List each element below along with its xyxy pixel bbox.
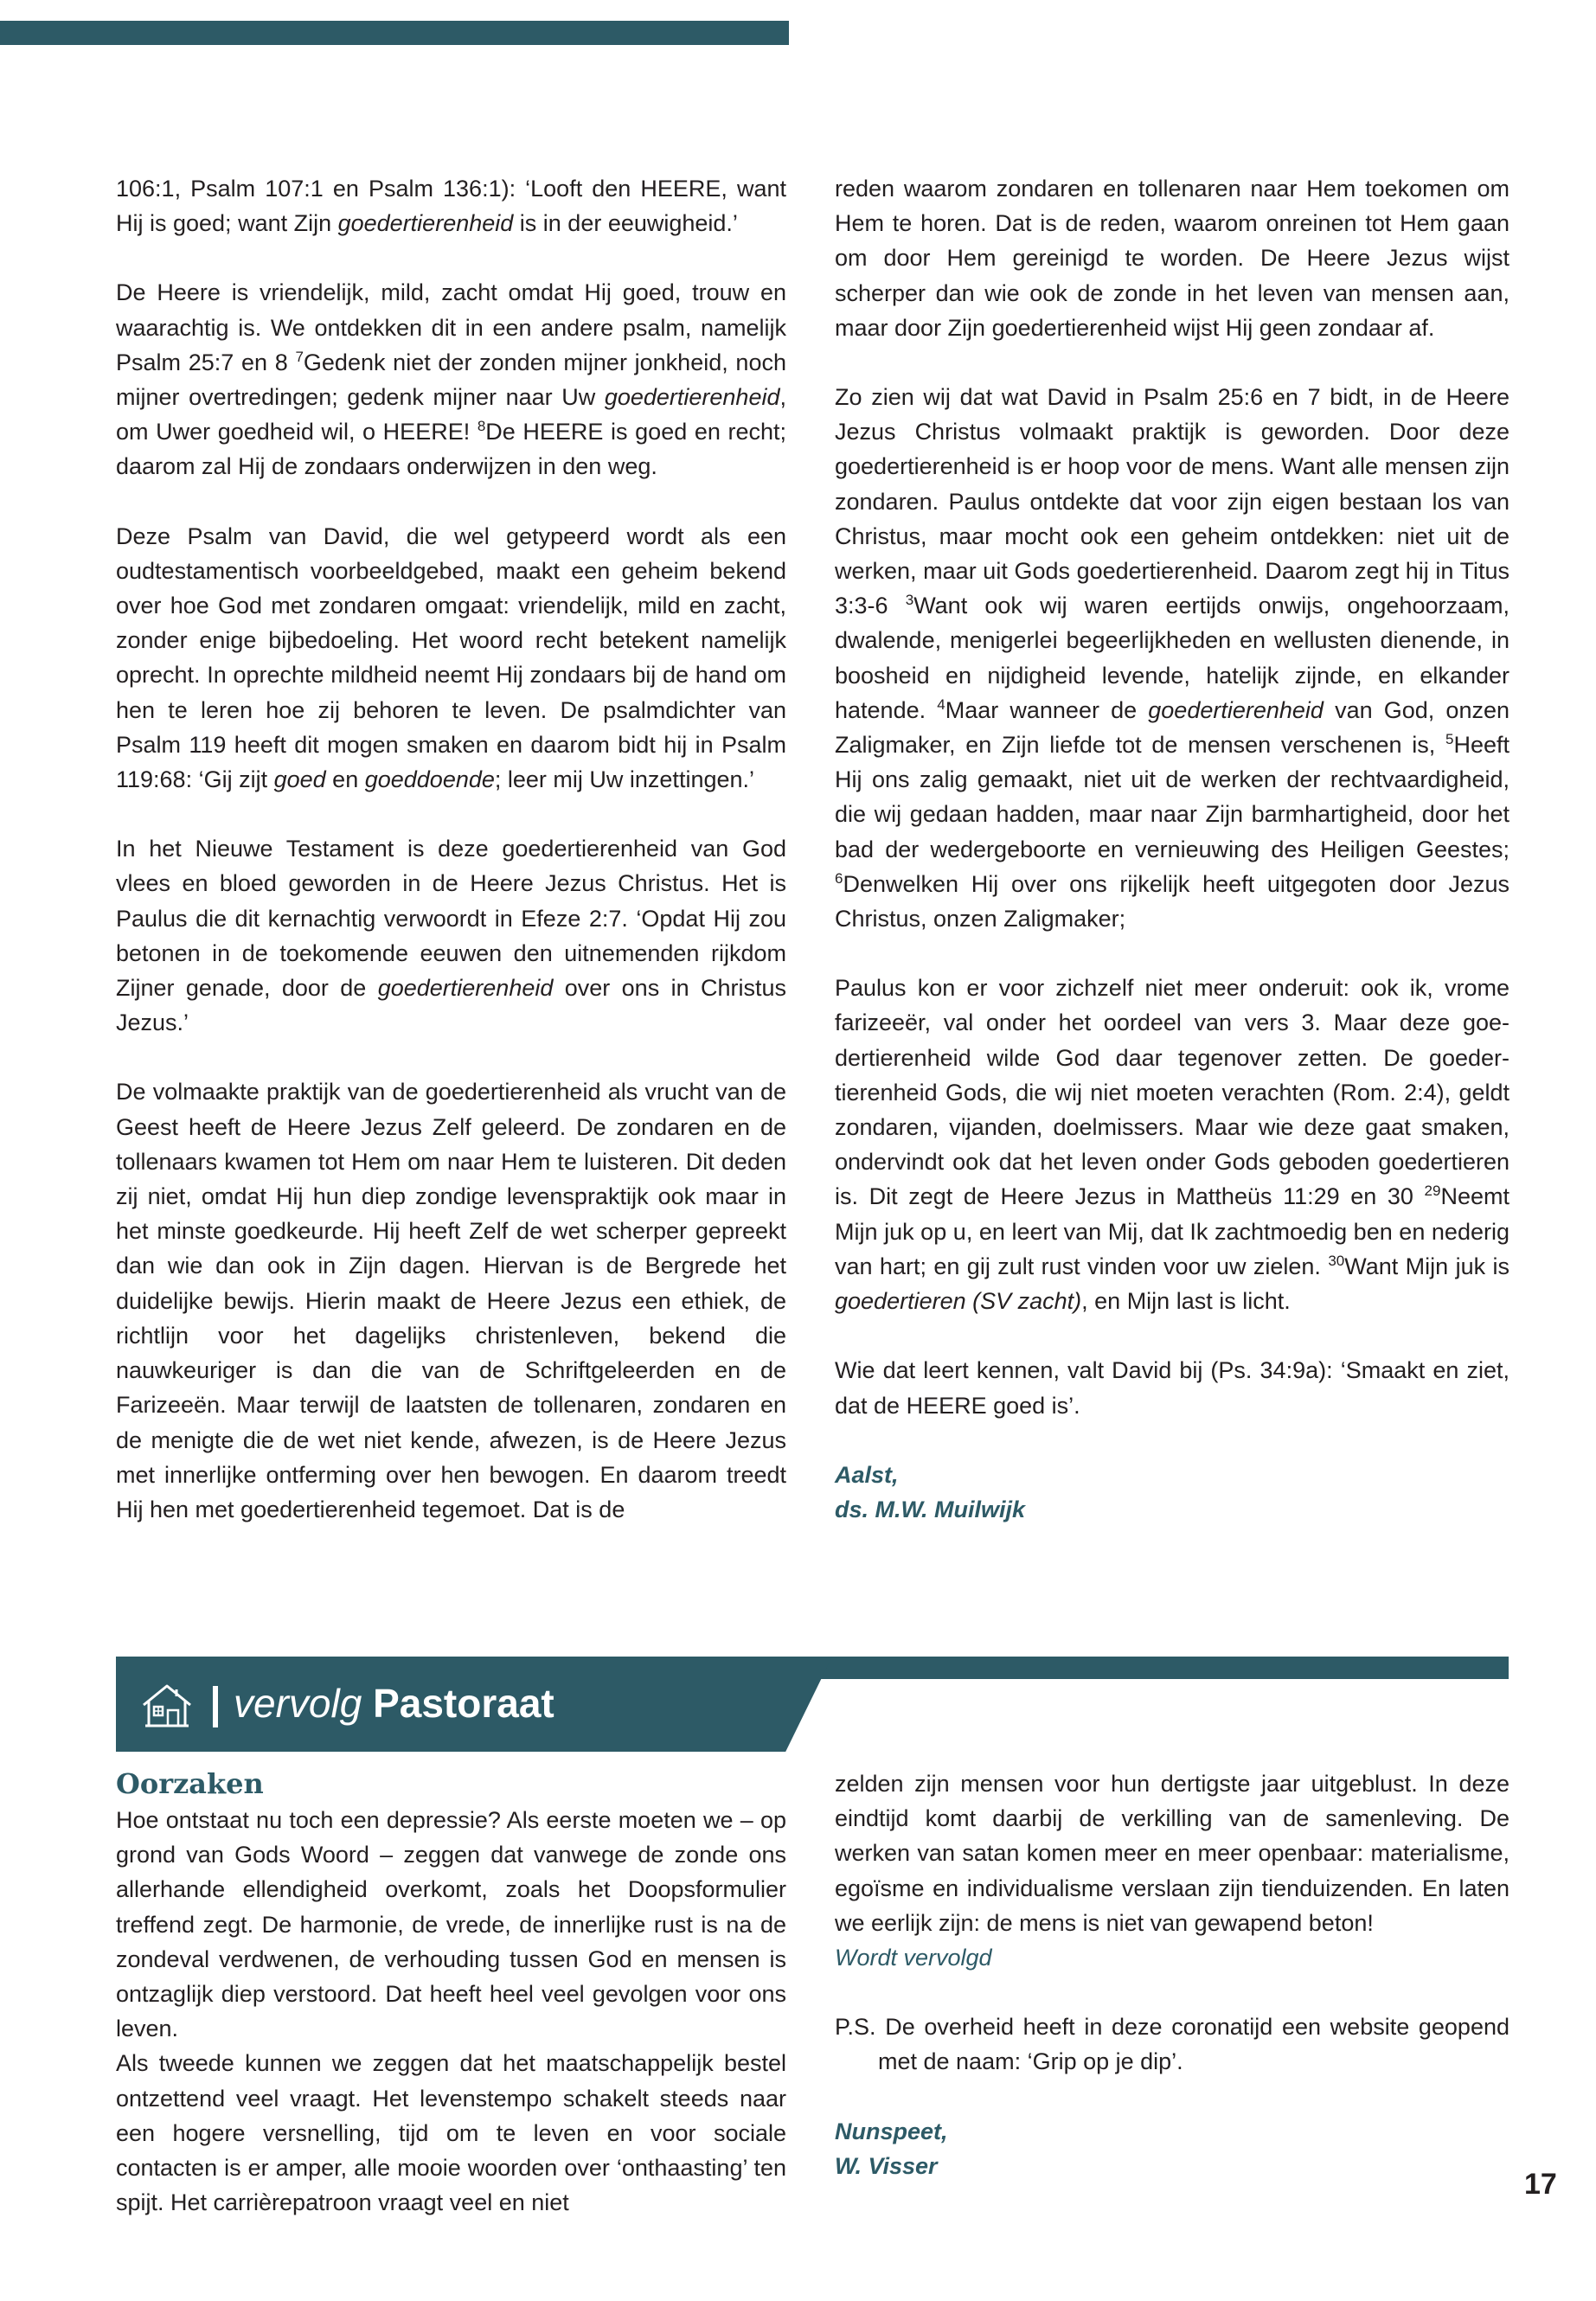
section-banner bbox=[116, 1657, 1509, 1752]
text-run: In het Nieuwe Testament is deze goedertierenheid van God vlees en bloed geworden in de Heere Jezus Christus. Het is Paulus die dit kernachtig verwoordt in Efeze 2:7. ‘Opdat Hij zou betonen in de toekomende eeuwen den uitnemenden rijkdom Zijner genade, door de bbox=[116, 836, 786, 1002]
paragraph bbox=[116, 519, 786, 798]
paragraph bbox=[116, 171, 786, 240]
italic-run: goedertierenheid bbox=[337, 210, 514, 237]
italic-run: goed bbox=[273, 766, 326, 793]
text-run: De HEERE is goed en recht; daarom zal Hij de zondaars onderwijzen in den weg. bbox=[116, 419, 787, 480]
pastoraat-right-body bbox=[835, 1766, 1509, 1940]
verse-number: 5 bbox=[1445, 731, 1454, 748]
article-column-right-body bbox=[835, 171, 1509, 1423]
pastoraat-left-body bbox=[116, 1803, 786, 2220]
text-run: Denwelken Hij over ons rijkelijk heeft uitgegoten door Jezus Christus, onzen Zaligmaker; bbox=[835, 870, 1509, 933]
continued-note: Wordt vervolgd bbox=[835, 1945, 992, 1971]
text-run: Paulus kon er voor zichzelf niet meer onderuit: ook ik, vrome farizeeër, val onder het oordeel van vers 3. Maar deze goedertierenheid wilde God daar tegenover zetten. De goedertierenheid Gods, die wij niet moeten verachten (Rom. 2:4), geldt zondaren, vijanden, doelmissers. Maar wie deze gaat smaken, ondervindt ook dat het leven onder Gods geboden goedertieren is. Dit zegt de Heere Jezus in Mattheüs 11:29 en 30 bbox=[835, 975, 1509, 1210]
text-run: , en Mijn last is licht. bbox=[1081, 1288, 1291, 1315]
section-title bbox=[234, 1676, 554, 1731]
paragraph bbox=[835, 380, 1509, 936]
paragraph bbox=[116, 1803, 786, 2046]
text-run: , om Uwer goedheid wil, o HEERE! bbox=[116, 384, 786, 445]
text-run: Want ook wij waren eertijds onwijs, ongehoorzaam, dwalende, menigerlei begeerlijkheden en wellusten dienende, in boosheid en nijdigheid levende, hatelijk zijnde, en elkander hatende. bbox=[835, 593, 1509, 723]
header-accent-bar bbox=[0, 21, 789, 45]
text-run: Heeft Hij ons zalig gemaakt, niet uit de werken der rechtvaardigheid, die wij gedaan hadden, maar naar Zijn barmhartigheid, door het bad der wedergeboorte en vernieuwing des Heiligen Geestes; bbox=[835, 732, 1509, 862]
paragraph bbox=[116, 1074, 786, 1527]
pastoraat-column-right bbox=[835, 1766, 1509, 2183]
verse-number: 30 bbox=[1328, 1252, 1345, 1269]
verse-number: 8 bbox=[477, 418, 486, 435]
paragraph bbox=[116, 831, 786, 1040]
text-run: en bbox=[325, 766, 365, 793]
text-run: Gedenk niet der zonden mijner jonkheid, noch mijner overtredingen; gedenk mijner naar Uw bbox=[116, 349, 786, 411]
paragraph bbox=[116, 2046, 786, 2220]
verse-number: 29 bbox=[1424, 1183, 1441, 1200]
text-run: Als tweede kunnen we zeggen dat het maatschappelijk bestel ontzettend veel vraagt. Het levenstempo schakelt steeds naar een hogere versnelling, tijd om te leven en voor sociale contacten is er amper, alle mooie woorden over ‘onthaasting’ ten spijt. Het carrièrepatroon vraagt veel en niet bbox=[116, 2050, 786, 2216]
verse-number: 4 bbox=[937, 695, 945, 713]
paragraph bbox=[835, 171, 1509, 345]
text-run: reden waarom zondaren en tollenaren naar Hem toekomen om Hem te horen. Dat is de reden, waarom onreinen tot Hem gaan om door Hem gereinigd te worden. De Heere Jezus wijst scherper dan wie ook de zonde in het leven van mensen aan, maar door Zijn goedertierenheid wijst Hij geen zondaar af. bbox=[835, 176, 1509, 341]
article-column-left bbox=[116, 171, 786, 1527]
text-run: zelden zijn mensen voor hun dertigste jaar uitgeblust. In deze eindtijd komt daarbij de verkilling van de samenleving. De werken van satan komen meer en meer openbaar: materialisme, egoïsme en individualisme verslaan zijn tienduizenden. En laten we eerlijk zijn: de mens is niet van gewapend beton! bbox=[835, 1771, 1509, 1936]
verse-number: 6 bbox=[835, 869, 843, 887]
section-title-light: vervolg bbox=[234, 1681, 362, 1726]
pastoraat-column-left bbox=[116, 1766, 786, 2220]
text-run: Deze Psalm van David, die wel getypeerd wordt als een oudtestamentisch voorbeeldgebed, maakt een geheim bekend over hoe God met zondaren omgaat: vriendelijk, mild en zacht, zonder enige bijbedoeling. Het woord recht betekent namelijk oprecht. In oprechte mildheid neemt Hij zondaars bij de hand om hen te leren hoe zij behoren te leven. De psalmdichter van Psalm 119 heeft dit mogen smaken en daarom bidt hij in Psalm 119:68: ‘Gij zijt bbox=[116, 522, 786, 793]
paragraph bbox=[835, 971, 1509, 1318]
signature-name: W. Visser bbox=[835, 2152, 938, 2179]
page-number: 17 bbox=[1524, 2168, 1557, 2201]
verse-number: 3 bbox=[905, 592, 914, 609]
text-run: Neemt Mijn juk op u, en leert van Mij, dat Ik zachtmoedig ben en nederig van hart; en gij zult rust vinden voor uw zielen. bbox=[835, 1183, 1509, 1279]
verse-number: 7 bbox=[295, 348, 304, 365]
subheading: Oorzaken bbox=[116, 1767, 264, 1800]
text-run: is in der eeuwigheid.’ bbox=[513, 210, 738, 237]
italic-run: goeddoende bbox=[364, 766, 495, 793]
italic-run: goedertieren (SV zacht) bbox=[835, 1288, 1082, 1315]
text-run: Maar wanneer de bbox=[945, 696, 1149, 723]
text-run: ; leer mij Uw inzettingen.’ bbox=[494, 766, 755, 793]
postscript: P.S. De overheid heeft in deze coronatijd een website geopend met de naam: ‘Grip op je dip’. bbox=[835, 2014, 1509, 2075]
signature-name: ds. M.W. Muilwijk bbox=[835, 1496, 1025, 1522]
paragraph bbox=[835, 1353, 1509, 1422]
text-run: van God, onzen Zaligmaker, en Zijn liefde tot de mensen verschenen is, bbox=[835, 696, 1509, 759]
signature-place: Nunspeet, bbox=[835, 2118, 948, 2144]
signature-place: Aalst, bbox=[835, 1461, 899, 1488]
text-run: Hoe ontstaat nu toch een depressie? Als eerste moeten we – op grond van Gods Woord – zeggen dat vanwege de zonde ons allerhande ellendigheid overkomt, zoals het Doopsformulier treffend zegt. De harmonie, de vrede, de innerlijke rust is na de zondeval verdwenen, de verhouding tussen God en mensen is ontzaglijk diep verstoord. Dat heeft heel veel gevolgen voor ons leven. bbox=[116, 1807, 786, 2042]
paragraph bbox=[835, 1766, 1509, 1940]
italic-run: goedertierenheid bbox=[377, 975, 554, 1002]
text-run: Zo zien wij dat wat David in Psalm 25:6 en 7 bidt, in de Heere Jezus Christus volmaakt praktijk is geworden. Door deze goedertierenheid is er hoop voor de mens. Want alle mensen zijn zondaren. Paulus ontdekte dat voor zijn eigen bestaan los van Christus, maar mocht ook een geheim ontdekken: niet uit de werken, maar uit Gods goedertierenheid. Daarom zegt hij in Titus 3:3-6 bbox=[835, 384, 1509, 619]
text-run: over ons in Christus Jezus.’ bbox=[116, 975, 786, 1036]
italic-run: goedertierenheid bbox=[1148, 696, 1324, 723]
text-run: Want Mijn juk is bbox=[1344, 1253, 1509, 1279]
banner-separator bbox=[213, 1686, 218, 1727]
paragraph bbox=[116, 275, 786, 484]
house-icon bbox=[138, 1677, 195, 1734]
text-run: 106:1, Psalm 107:1 en Psalm 136:1): ‘Looft den HEERE, want Hij is goed; want Zijn bbox=[116, 176, 786, 237]
article-column-right bbox=[835, 171, 1509, 1527]
text-run: De volmaakte praktijk van de goedertierenheid als vrucht van de Geest heeft de Heere Jezus Zelf geleerd. De zondaren en de tollenaars kwamen tot Hem om naar Hem te luisteren. Dit deden zij niet, omdat Hij hun diep zondige levenspraktijk ook maar in het minste goedkeurde. Hij heeft Zelf de wet scherper gepreekt dan wie dan ook in Zijn dagen. Hiervan is de Bergrede het duidelijke bewijs. Hierin maakt de Heere Jezus een ethiek, de richtlijn voor het dagelijks christenleven, bekend die nauwkeuriger is dan die van de Schriftgeleerden en de Farizeeën. Maar terwijl de laatsten de tollenaren, zondaren en de menigte die de wet niet kende, afwezen, is de Heere Jezus met innerlijke ontferming over hen bewogen. En daarom treedt Hij hen met goedertierenheid tegemoet. Dat is de bbox=[116, 1079, 786, 1522]
italic-run: goedertierenheid bbox=[604, 384, 780, 411]
text-run: Wie dat leert kennen, valt David bij (Ps. 34:9a): ‘Smaakt en ziet, dat de HEERE goed is’. bbox=[835, 1357, 1509, 1419]
section-title-bold: Pastoraat bbox=[373, 1681, 554, 1726]
text-run: De Heere is vriendelijk, mild, zacht omdat Hij goed, trouw en waarachtig is. We ontdekken dit in een andere psalm, namelijk Psalm 25:7 en 8 bbox=[116, 279, 786, 375]
